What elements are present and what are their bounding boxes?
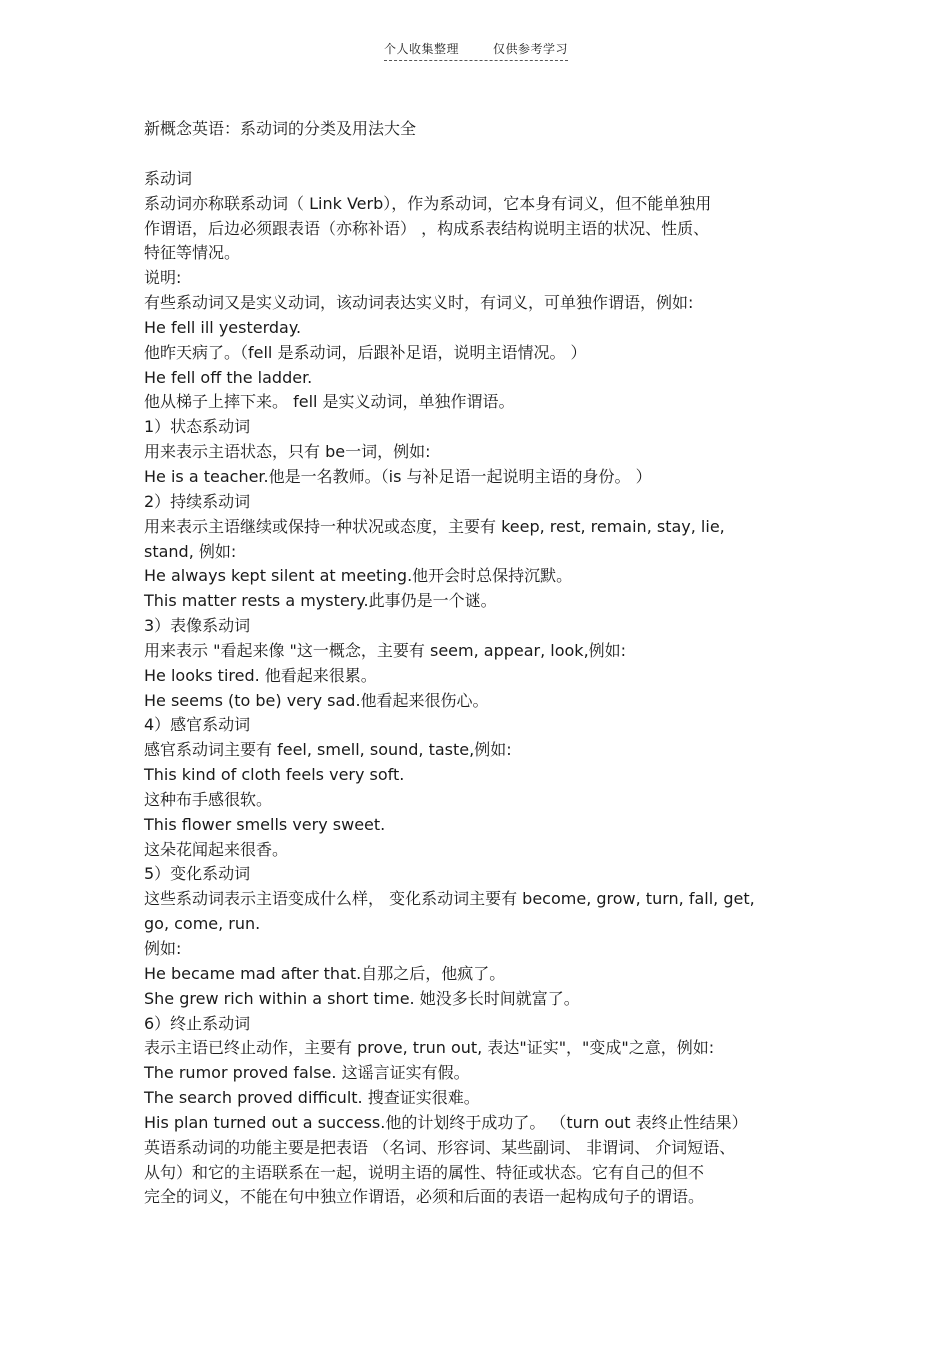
body-line: 例如: (144, 939, 182, 958)
body-line: 这些系动词表示主语变成什么样， 变化系动词主要有 become, grow, turn, fall, get, (144, 889, 755, 909)
body-line: His plan turned out a success.他的计划终于成功了。 （turn out 表终止性结果） (144, 1112, 748, 1132)
body-line: This kind of cloth feels very soft. (144, 765, 405, 785)
body-line: 用来表示主语继续或保持一种状况或态度，主要有 keep, rest, remain, stay, lie, (144, 516, 725, 536)
body-line: He always kept silent at meeting.他开会时总保持沉默。 (144, 566, 573, 586)
body-line: 6）终止系动词 (144, 1013, 251, 1033)
body-line: 4）感官系动词 (144, 715, 251, 735)
body-line: 作谓语，后边必须跟表语（亦称补语） ，构成系表结构说明主语的状况、性质、 (144, 218, 710, 238)
body-line: 他从梯子上摔下来。 fell 是实义动词，单独作谓语。 (144, 392, 515, 412)
document-body (144, 117, 824, 1210)
document-title: 新概念英语：系动词的分类及用法大全 (144, 119, 417, 138)
body-line: The rumor proved false. 这谣言证实有假。 (144, 1063, 470, 1083)
body-line: He looks tired. 他看起来很累。 (144, 665, 377, 685)
body-lines (144, 167, 824, 1210)
body-line: She grew rich within a short time. 她没多长时间就富了。 (144, 988, 580, 1008)
body-line: 系动词亦称联系动词（ Link Verb），作为系动词，它本身有词义，但不能单独用 (144, 193, 712, 213)
body-line: 表示主语已终止动作，主要有 prove, trun out, 表达"证实"，"变成"之意，例如: (144, 1038, 715, 1058)
body-line: 说明: (144, 268, 182, 288)
body-line: 他昨天病了。（fell 是系动词，后跟补足语，说明主语情况。 ） (144, 342, 587, 362)
body-line: 5）变化系动词 (144, 864, 251, 884)
body-line: 系动词 (144, 168, 193, 188)
body-line: go, come, run. (144, 914, 261, 934)
body-line: 感官系动词主要有 feel, smell, sound, taste,例如: (144, 740, 512, 760)
body-line: 1）状态系动词 (144, 417, 251, 437)
body-line: He became mad after that.自那之后，他疯了。 (144, 963, 506, 983)
body-line: This matter rests a mystery.此事仍是一个谜。 (144, 591, 497, 611)
body-line: stand, 例如: (144, 541, 237, 561)
body-line: 这朵花闻起来很香。 (144, 839, 289, 859)
page-header (384, 40, 568, 61)
body-line: This flower smells very sweet. (144, 814, 386, 834)
body-line: 3）表像系动词 (144, 616, 251, 636)
body-line: He fell ill yesterday. (144, 317, 302, 337)
body-line: 从句）和它的主语联系在一起，说明主语的属性、特征或状态。它有自己的但不 (144, 1162, 705, 1182)
body-line: 2）持续系动词 (144, 491, 251, 511)
body-line: The search proved difficult. 搜查证实很难。 (144, 1088, 480, 1108)
body-line: He fell off the ladder. (144, 367, 313, 387)
body-line: 有些系动词又是实义动词，该动词表达实义时，有词义，可单独作谓语，例如: (144, 293, 694, 313)
body-line: 特征等情况。 (144, 243, 241, 263)
header-left-text: 个人收集整理 (384, 42, 460, 56)
body-line: 英语系动词的功能主要是把表语 （名词、形容词、某些副词、 非谓词、 介词短语、 (144, 1137, 736, 1157)
body-line: 用来表示 "看起来像 "这一概念，主要有 seem, appear, look,例如: (144, 640, 627, 660)
body-line: 用来表示主语状态，只有 be一词，例如: (144, 442, 431, 462)
header-right-text: 仅供参考学习 (492, 42, 568, 56)
body-line: 完全的词义，不能在句中独立作谓语，必须和后面的表语一起构成句子的谓语。 (144, 1187, 705, 1207)
body-line: He seems (to be) very sad.他看起来很伤心。 (144, 690, 489, 710)
body-line: 这种布手感很软。 (144, 789, 273, 809)
body-line: He is a teacher.他是一名教师。（is 与补足语一起说明主语的身份。 ） (144, 466, 652, 486)
